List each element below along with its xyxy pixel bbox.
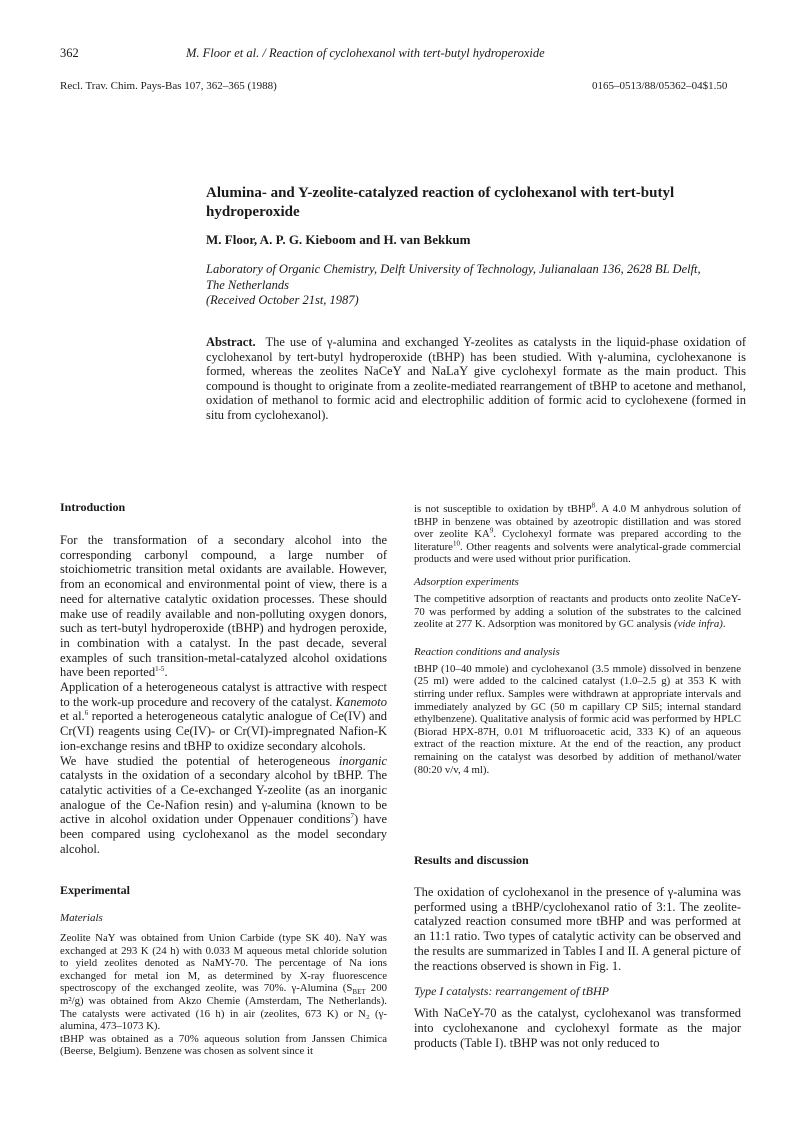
reference-mark: 1-5 [155, 665, 165, 674]
author-name: Kanemoto [335, 694, 387, 709]
materials-continued-paragraph [414, 503, 741, 566]
materials-text: 200 m²/g) was obtained from Akzo Chemie (Amsterdam, The Netherlands). The catalysts were activated (16 h) in air (zeolites, 673 K) or N₂ (γ-alumina, 473–1073 K). [60, 982, 388, 1033]
materials-text: . Other reagents and solvents were analytical-grade commercial products and were used without prior purification. [414, 540, 741, 566]
abstract [206, 335, 746, 422]
intro-p3-text: We have studied the potential of heterogeneous [60, 753, 339, 768]
intro-p2-text: et al. [60, 709, 85, 724]
reaction-heading: Reaction conditions and analysis [414, 645, 560, 658]
affiliation [206, 262, 746, 309]
affiliation-country: The Netherlands [206, 277, 289, 292]
introduction-section [60, 500, 387, 856]
journal-citation: Recl. Trav. Chim. Pays-Bas 107, 362–365 (1988) [60, 80, 277, 92]
reference-mark: 10 [452, 539, 460, 548]
received-date: (Received October 21st, 1987) [206, 293, 359, 307]
experimental-heading: Experimental [60, 883, 130, 897]
results-section [414, 853, 741, 1050]
introduction-heading: Introduction [60, 500, 126, 514]
reaction-paragraph: tBHP (10–40 mmole) and cyclohexanol (3.5 mmole) dissolved in benzene (25 ml) were added to the calcined catalyst (1.0–2.5 g) at 353 K with stirring under reflux. Samples were withdrawn at appropriate intervals and immediately analyzed by GC (50 m capillary CP Sil5; internal standard ethylbenzene). Qualitative analysis of formic acid was performed by HPLC (Biorad HPX-87H, 0.01 M trifluoroacetic acid, 333 K) of an aqueous extract of the reaction mixture. At the end of the reaction, any product remaining on the catalyst was desorbed by addition of methanol/water (80:20 v/v, 4 ml). [414, 662, 741, 776]
emphasis: (vide infra) [674, 618, 723, 631]
materials-heading: Materials [60, 912, 103, 924]
experimental-section [60, 883, 387, 1058]
introduction-paragraph [60, 754, 387, 857]
issn-code: 0165–0513/88/05362–04$1.50 [592, 80, 728, 92]
introduction-paragraph: For the transformation of a secondary alcohol into the corresponding carbonyl compound, a large number of stoichiometric transition metal oxidants are available. However, from an economical and environmental point of view, there is a need for alternative catalytic oxidation processes. These should make use of readily available and non-polluting oxygen donors, such as tert-butyl hydroperoxide (tBHP) and hydrogen peroxide, in combination with a catalyst. In the past decade, several examples of such transition-metal-catalyzed alcohol oxidations have been reported$^{1-5}$. [60, 533, 387, 680]
introduction-paragraph [60, 680, 387, 754]
running-title: M. Floor et al. / Reaction of cyclohexanol with tert-butyl hydroperoxide [186, 46, 545, 60]
reference-mark: 6 [84, 709, 89, 718]
materials-paragraph [60, 932, 387, 1033]
emphasis: inorganic [338, 753, 387, 768]
affiliation-line: Laboratory of Organic Chemistry, Delft University of Technology, Julianalaan 136, 2628 BL Delft, [206, 262, 701, 276]
type1-heading: Type I catalysts: rearrangement of tBHP [414, 984, 609, 999]
reference-mark: 7 [350, 812, 354, 821]
adsorption-heading: Adsorption experiments [414, 575, 519, 588]
reference-mark: 9 [489, 526, 494, 535]
author-list: M. Floor, A. P. G. Kieboom and H. van Bekkum [206, 232, 471, 247]
intro-p1-text: For the transformation of a secondary alcohol into the corresponding carbonyl compound, a large number of stoichiometric transition metal oxidants are available. However, from an economical and environmental point of view, there is a need for alternative catalytic oxidation processes. These should make use of readily available and non-polluting oxygen donors, such as tert-butyl hydroperoxide (tBHP) and hydrogen peroxide, in combination with a catalyst. In the past decade, several examples of such transition-metal-catalyzed alcohol oxidations have been reported [60, 533, 387, 680]
experimental-continued [414, 503, 741, 776]
intro-p2-text: reported a heterogeneous catalytic analogue of Ce(IV) and Cr(VI) reagents using Ce(IV)- or Cr(VI)-impregnated Nafion-K ion-exchange resins and tBHP to oxidize secondary alcohols. [60, 709, 387, 753]
adsorption-text: The competitive adsorption of reactants and products onto zeolite NaCeY-70 was performed by adding a solution of the substrates to the calcined zeolite at 277 K. Adsorption was monitored by GC analysis [414, 592, 741, 631]
results-paragraph: The oxidation of cyclohexanol in the presence of γ-alumina was performed using a tBHP/cyclohexanol ratio of 3:1. The zeolite-catalyzed reaction consumed more tBHP and was performed at an 11:1 ratio. Two types of catalytic activity can be observed and the results are summarized in Tables I and II. A general picture of the reactions observed is shown in Fig. 1. [414, 885, 741, 973]
reference-mark: 8 [591, 501, 596, 510]
materials-paragraph: tBHP was obtained as a 70% aqueous solution from Janssen Chimica (Beerse, Belgium). Benzene was chosen as solvent since it [60, 1032, 387, 1058]
intro-p3-text: ) have been compared using cyclohexanol as the model secondary alcohol. [60, 812, 387, 856]
materials-text: . A 4.0 M anhydrous solution of tBHP in benzene was obtained by azeotropic distillation and was stored over zeolite KA [414, 503, 741, 541]
page-number: 362 [60, 46, 79, 60]
intro-p3-text: catalysts in the oxidation of a secondary alcohol by tBHP. The catalytic activities of a Ce-exchanged Y-zeolite (as an inorganic analogue of the Ce-Nafion resin) and γ-alumina (known to be active in alcohol oxidation under Oppenauer conditions [60, 768, 387, 827]
abstract-label: Abstract. [206, 335, 256, 349]
adsorption-text: . [722, 618, 726, 631]
materials-text: is not susceptible to oxidation by tBHP [414, 503, 592, 515]
results-paragraph: With NaCeY-70 as the catalyst, cyclohexanol was transformed into cyclohexanone and cyclohexyl formate as the major products (Table I). tBHP was not only reduced to [414, 1006, 741, 1050]
abstract-text: The use of γ-alumina and exchanged Y-zeolites as catalysts in the liquid-phase oxidation of cyclohexanol by tert-butyl hydroperoxide (tBHP) has been studied. With γ-alumina, cyclohexanone is formed, whereas the zeolites NaCeY and NaLaY give cyclohexyl formate as the main product. This compound is thought to originate from a zeolite-mediated rearrangement of tBHP to acetone and methanol, oxidation of methanol to formic acid and electrophilic addition of formic acid to cyclohexene (formed in situ from cyclohexanol). [206, 335, 746, 422]
materials-text: Zeolite NaY was obtained from Union Carbide (type SK 40). NaY was exchanged at 293 K (24 h) with 0.033 M aqueous metal chloride solution to yield zeolites denoted as NaMY-70. The percentage of Na ions exchanged for metal ion M, as determined by X-ray fluorescence spectroscopy of the exchanged zeolite, was 70%. γ-Alumina (S [60, 932, 387, 995]
article-title: Alumina- and Y-zeolite-catalyzed reaction of cyclohexanol with tert-butyl hydroperoxide [206, 185, 675, 220]
intro-p2-text: Application of a heterogeneous catalyst is attractive with respect to the work-up procedure and recovery of the catalyst. [60, 680, 387, 709]
results-heading: Results and discussion [414, 853, 529, 867]
subscript: BET [352, 988, 366, 997]
materials-text: . Cyclohexyl formate was prepared according to the literature [414, 528, 742, 553]
adsorption-paragraph [414, 593, 741, 631]
